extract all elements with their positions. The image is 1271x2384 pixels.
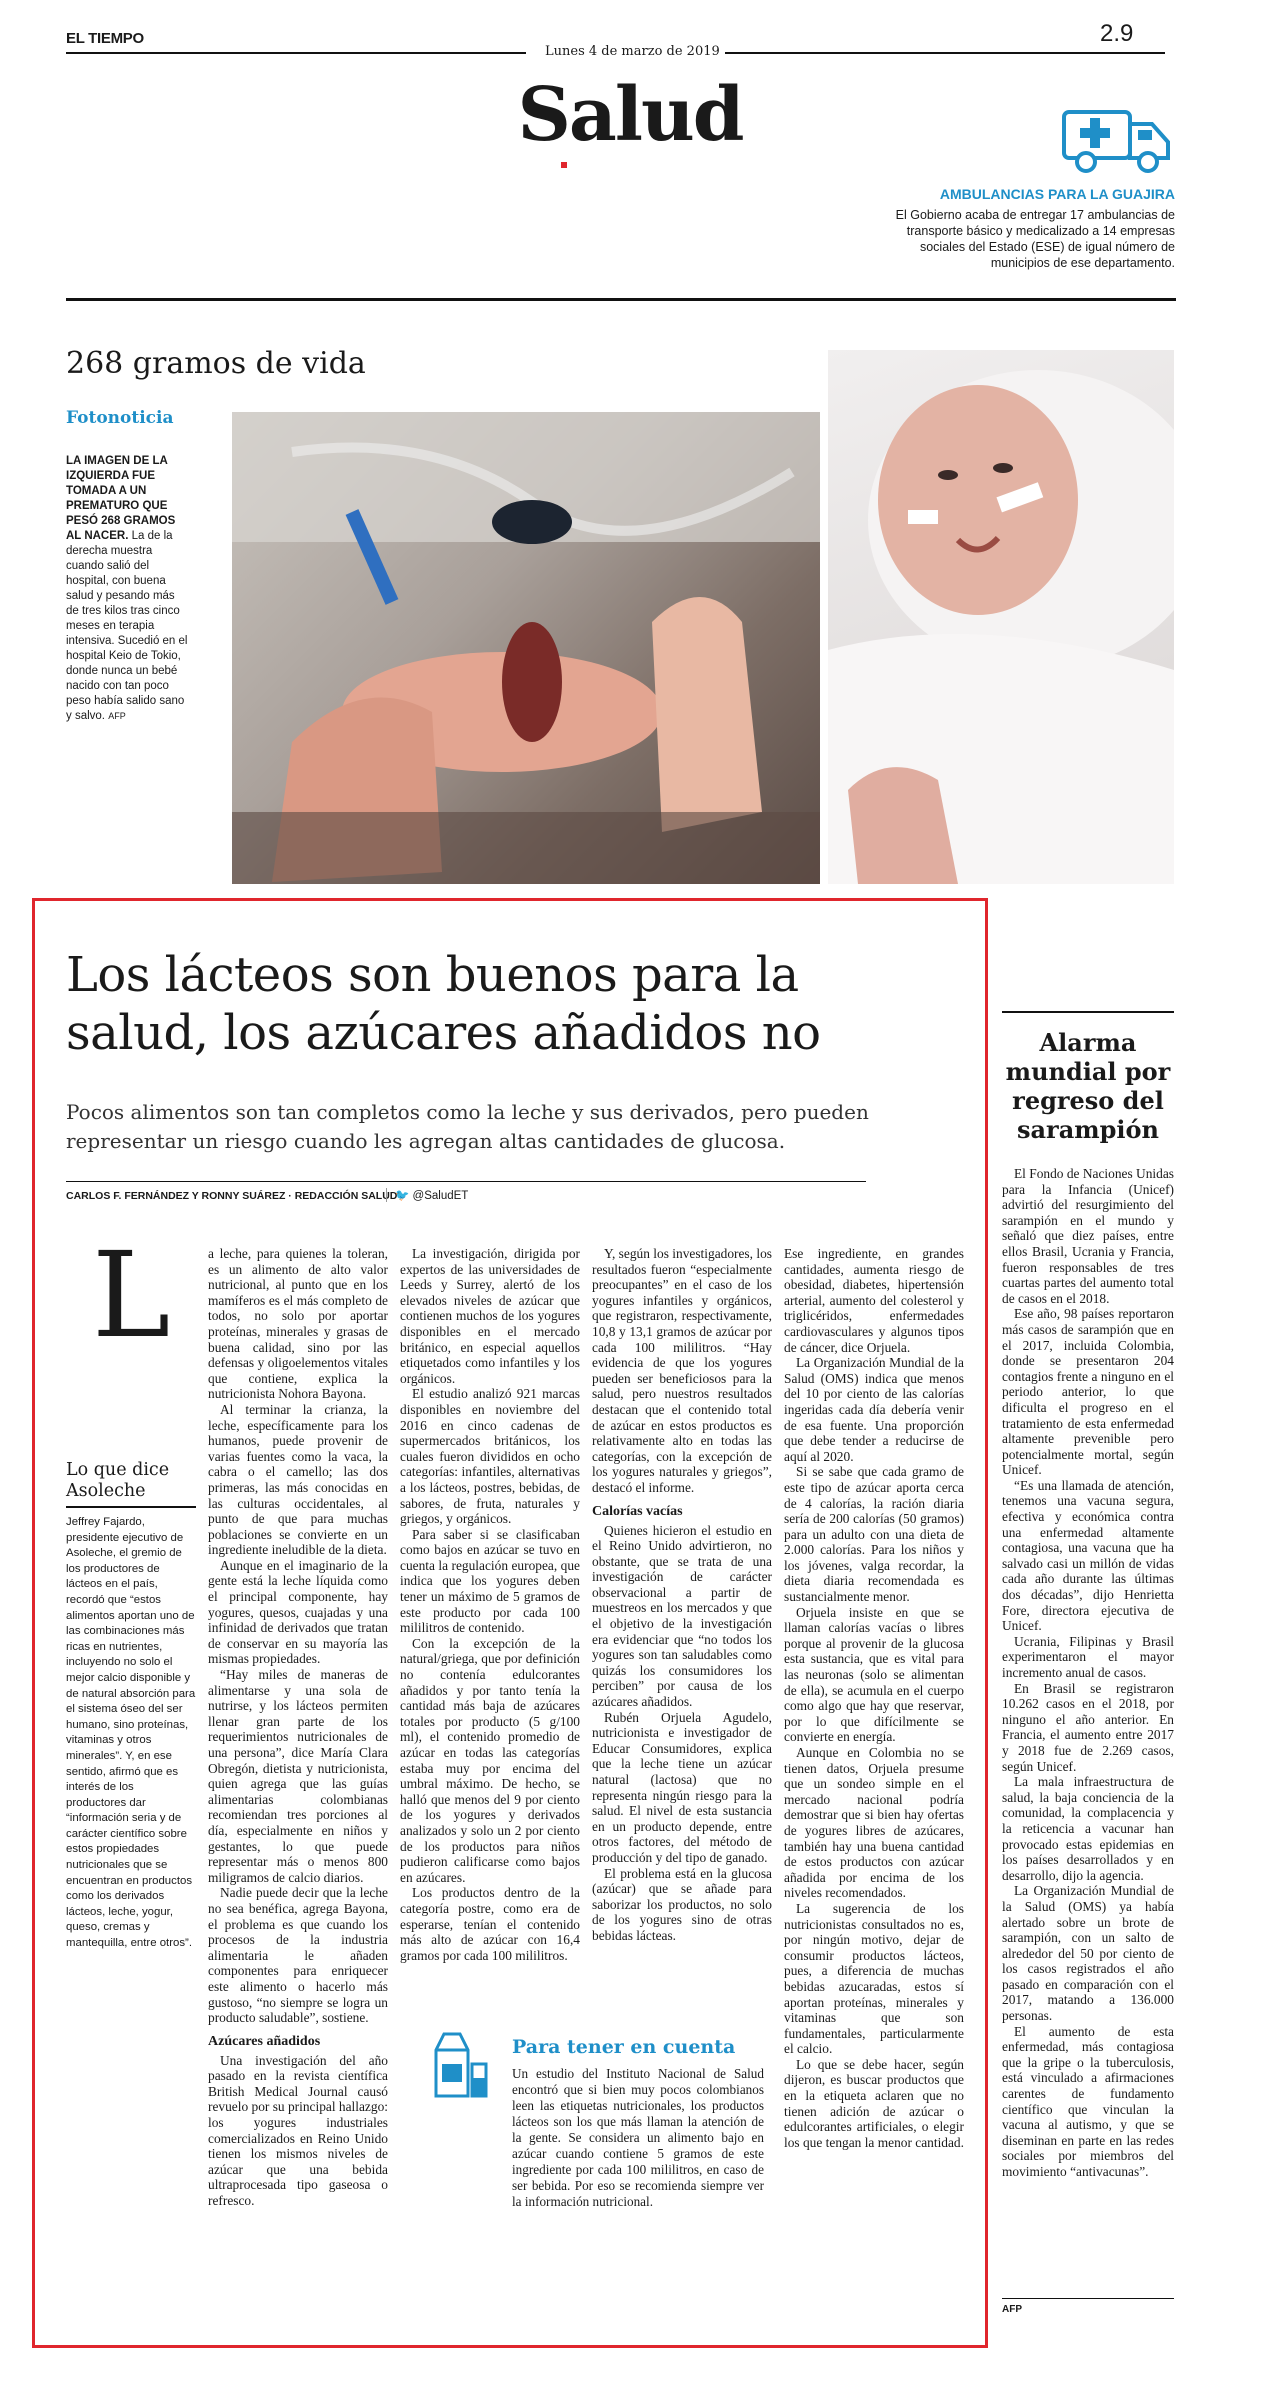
col3-paragraph: Quienes hicieron el estudio en el Reino Unido advirtieron, no obstante, que se trata de una investigación de carácter observacional a partir de muestreos en los mercados y que el objetivo de la investigación era evidenciar que “no todos los yogures son tan saludables como quizás los consumidores los perciben” por causa de los azúcares añadidos. bbox=[592, 1522, 772, 1710]
side-paragraph: Ucrania, Filipinas y Brasil experimentaron el mayor incremento anual de casos. bbox=[1002, 1633, 1174, 1680]
side-paragraph: “Es una llamada de atención, tenemos una vacuna segura, efectiva y económica contra una enfermedad altamente contagiosa, una vacuna que ha salvado casi un millón de vidas cada año durante las últimas dos décadas”, dijo Henrietta Fore, directora ejecutiva de Unicef. bbox=[1002, 1477, 1174, 1634]
side-article-headline: Alarma mundial por regreso del sarampión bbox=[1005, 1028, 1171, 1144]
col3-paragraph: Y, según los investigadores, los resultados fueron “especialmente preocupantes” en el caso de los yogures infantiles y orgánicos, que registraron, respectivamente, 10,8 y 13,1 gramos de azúcar por cada 100 mililitros. “Hay evidencia de que los yogures pueden ser beneficiosos para la salud, pero nuestros resultados destacan que el contenido total de azúcar en estos productos es relativamente alto en todas las categorías, con la excepción de los yogures naturales y griegos”, destacó el informe. bbox=[592, 1246, 772, 1495]
col4-paragraph: Lo que se debe hacer, según dijeron, es buscar productos que en la etiqueta aclaren que no tienen adición de azúcar o edulcorantes artificiales, o elegir los que tengan la menor cantidad. bbox=[784, 2056, 964, 2150]
twitter-bird-icon: 🐦 bbox=[395, 1190, 410, 1202]
col2-paragraph: Con la excepción de la natural/griega, que por definición no contenía edulcorantes añadidos y por tanto tenía la cantidad más baja de azúcares totales por producto (5 g/100 ml), el contenido promedio de azúcar en todas las categorías estaba muy por encima del umbral máximo. De hecho, se halló que menos del 9 por ciento de los yogures y derivados analizados y solo un 2 por ciento de los productos para niños pudieron calificarse como bajos en azúcares. bbox=[400, 1635, 580, 1885]
col1-paragraph: Nadie puede decir que la leche no sea benéfica, agrega Bayona, el problema es que cuando los procesos de la industria alimentaria le añaden componentes para enriquecer este alimento o hacerlo más gustoso, “no siempre se logra un producto saludable”, sostiene. bbox=[208, 1885, 388, 2026]
byline: CARLOS F. FERNÁNDEZ Y RONNY SUÁREZ · REDACCIÓN SALUD bbox=[66, 1190, 398, 1202]
twitter-handle[interactable] bbox=[386, 1188, 468, 1202]
info-box-title: Para tener en cuenta bbox=[512, 2036, 736, 2058]
byline-rule-top bbox=[66, 1181, 866, 1182]
side-article-rule-bottom bbox=[1002, 2298, 1174, 2299]
col4-paragraph: La sugerencia de los nutricionistas consultados no es, por ningún motivo, dejar de consumir productos lácteos, pues, a diferencia de muchas bebidas azucaradas, estos sí aportan proteínas, minerales y vitaminas que son fundamentales, particularmente el calcio. bbox=[784, 1900, 964, 2057]
photo-caption-text: La de la derecha muestra cuando salió del hospital, con buena salud y pesando más de tres kilos tras cinco meses en terapia intensiva. Sucedió en el hospital Keio de Tokio, donde nunca un bebé nacido con tan poco peso había salido sano y salvo. bbox=[66, 530, 188, 722]
col1-paragraph: Una investigación del año pasado en la revista científica British Medical Journal causó revuelo por su principal hallazgo: los yogures industriales comercializados en Reino Unido tienen los mismos niveles de azúcar que una bebida ultraprocesada tipo gaseosa o refresco. bbox=[208, 2052, 388, 2209]
section-title: Salud bbox=[517, 72, 743, 158]
side-article-credit: AFP bbox=[1002, 2304, 1022, 2315]
col3-paragraph: Rubén Orjuela Agudelo, nutricionista e investigador de Educar Consumidores, explica que la leche tiene un azúcar natural (lactosa) que no representa ningún riesgo para la salud. El nivel de esta sustancia en un producto depende, entre otros factores, del método de producción y del tipo de ganado. bbox=[592, 1709, 772, 1865]
photo-caption-bold: LA IMAGEN DE LA IZQUIERDA FUE TOMADA A UN PREMATURO QUE PESÓ 268 GRAMOS AL NACER. bbox=[66, 455, 176, 542]
asoleche-sidebar-title: Lo que dice Asoleche bbox=[66, 1460, 170, 1501]
main-deck: Pocos alimentos son tan completos como la leche y sus derivados, pero pueden representar un riesgo cuando les agregan altas cantidades de glucosa. bbox=[66, 1100, 869, 1153]
section-dot bbox=[561, 162, 567, 168]
side-paragraph: La Organización Mundial de la Salud (OMS) ya había alertado sobre un brote de sarampión, con un salto de alrededor del 50 por ciento de los casos registrados el año pasado en comparación con el 2017, matando a 136.000 personas. bbox=[1002, 1883, 1174, 2024]
photo-caption-credit: AFP bbox=[108, 711, 126, 721]
milk-carton-icon bbox=[430, 2030, 490, 2100]
masthead-paper-name: EL TIEMPO bbox=[66, 30, 144, 47]
photo-premature-baby bbox=[232, 412, 820, 884]
col4-paragraph: Aunque en Colombia no se tienen datos, Orjuela presume que un sondeo simple en el mercado nacional podría demostrar que si bien hay ofertas de yogures libres de azúcares, también hay una buena cantidad de estos productos con azúcar añadida por encima de los niveles recomendados. bbox=[784, 1745, 964, 1901]
side-paragraph: En Brasil se registraron 10.262 casos en el 2018, por ninguno el año anterior. En Francia, el aumento entre 2017 y 2018 fue de 2.269 casos, según Unicef. bbox=[1002, 1680, 1174, 1774]
drop-cap: L bbox=[92, 1226, 171, 1364]
info-box bbox=[400, 2030, 772, 2330]
col2-paragraph: Para saber si se clasificaban como bajos en azúcar se tuvo en cuenta la regulación europea, que indica que los yogures deben tener un máximo de 5 gramos de este producto por cada 100 mililitros de contenido. bbox=[400, 1526, 580, 1636]
article-column-1 bbox=[208, 1246, 388, 2331]
side-paragraph: El Fondo de Naciones Unidas para la Infancia (Unicef) advirtió del resurgimiento del sarampión en el mundo y señaló que diez países, entre ellos Brasil, Ucrania y Francia, fueron responsables de tres cuartas partes del aumento total de casos en el 2018. bbox=[1002, 1166, 1174, 1306]
page-number: 2.9 bbox=[1100, 20, 1134, 47]
photo-feature-kicker: Fotonoticia bbox=[66, 408, 174, 428]
col4-paragraph: Orjuela insiste en que se llaman calorías vacías o libres porque al provenir de la glucosa esta sustancia, que es vital para las neuronas (solo se alimentan de ella), se acumula en el cuerpo como algo que hay que reservar, por lo que difícilmente se convierte en energía. bbox=[784, 1604, 964, 1745]
masthead-rule-right bbox=[725, 52, 1165, 54]
ambulance-icon bbox=[1060, 104, 1174, 176]
ambulance-brief-title: AMBULANCIAS PARA LA GUAJIRA bbox=[939, 186, 1175, 202]
main-headline: Los lácteos son buenos para la salud, los azúcares añadidos no bbox=[66, 947, 821, 1061]
photo-caption bbox=[66, 454, 190, 724]
asoleche-sidebar-text: Jeffrey Fajardo, presidente ejecutivo de Asoleche, el gremio de los productores de lácteos en el país, recordó que “estos alimentos aportan uno de las combinaciones más ricas en nutrientes, incluyendo no solo el mejor calcio disponible y de natural absorción para el sistema óseo del ser humano, sino proteínas, vitaminas y otros minerales”. Y, en ese sentido, afirmó que es interés de los productores dar “información seria y de carácter científico sobre estos propiedades nutricionales que se encuentran en productos como los derivados lácteos, leche, yogur, queso, cremas y mantequilla, entre otros”. bbox=[66, 1516, 196, 1950]
asoleche-sidebar-rule bbox=[66, 1506, 196, 1508]
col1-paragraph: a leche, para quienes la toleran, es un alimento de alto valor nutricional, al punto que en los mamíferos es el más completo de todos, no solo por aportar proteínas, minerales y grasas de buena calidad, sino por las defensas y oligoelementos vitales que contiene, explica la nutricionista Nohora Bayona. bbox=[208, 1246, 388, 1402]
masthead-date: Lunes 4 de marzo de 2019 bbox=[545, 44, 720, 59]
header-bottom-rule bbox=[66, 298, 1176, 301]
subhead-azucares: Azúcares añadidos bbox=[208, 2033, 321, 2049]
col2-paragraph: La investigación, dirigida por expertos de las universidades de Leeds y Surrey, alertó de los elevados niveles de azúcar que contienen muchos de los yogures disponibles en el mercado británico, en especial aquellos etiquetados como infantiles y los orgánicos. bbox=[400, 1246, 580, 1386]
col4-paragraph: Ese ingrediente, en grandes cantidades, aumenta riesgo de obesidad, diabetes, hipertensión arterial, aumento del colesterol y triglicéridos, enfermedades cardiovasculares y algunos tipos de cáncer, dice Orjuela. bbox=[784, 1246, 964, 1355]
col1-paragraph: “Hay miles de maneras de alimentarse y una sola de nutrirse, y los lácteos permiten llenar gran parte de los requerimientos nutricionales de una persona”, dice María Clara Obregón, dietista y nutricionista, quien agrega que las guías alimentarias colombianas recomiendan tres porciones al día, especialmente en niños y gestantes, lo que puede representar más o menos 800 miligramos de calcio diarios. bbox=[208, 1667, 388, 1885]
article-column-3 bbox=[592, 1246, 772, 2006]
subhead-calorias: Calorías vacías bbox=[592, 1503, 683, 1519]
twitter-handle-text: @SaludET bbox=[412, 1190, 469, 1202]
col2-paragraph: Los productos dentro de la categoría postre, como era de esperarse, tenían el contenido más alto de azúcar con 16,4 gramos por cada 100 mililitros. bbox=[400, 1885, 580, 1963]
side-paragraph: Ese año, 98 países reportaron más casos de sarampión que en el 2017, incluida Colombia, donde se presentaron 204 contagios frente a ninguno en el periodo anterior, lo que dificulta el progreso en el tratamiento de esta enfermedad altamente prevenible pero potencialmente mortal, según Unicef. bbox=[1002, 1306, 1174, 1478]
col1-paragraph: Al terminar la crianza, la leche, específicamente para los humanos, puede provenir de varias fuentes como la vaca, la cabra o el camello; las dos primeras, las más conocidas en las culturas occidentales, al punto de que para muchas poblaciones se convierte en un ingrediente ineludible de la dieta. bbox=[208, 1401, 388, 1558]
col2-paragraph: El estudio analizó 921 marcas disponibles en noviembre del 2016 en cinco cadenas de supermercados británicos, los cuales fueron divididos en ocho categorías: infantiles, alternativas a los lácteos, postres, bebidas, de sabores, de fruta, naturales y griegos, y orgánicos. bbox=[400, 1386, 580, 1527]
photo-healthy-baby bbox=[828, 350, 1174, 884]
photo-feature-headline: 268 gramos de vida bbox=[66, 346, 366, 381]
info-box-body bbox=[512, 2066, 764, 2210]
col3-paragraph: El problema está en la glucosa (azúcar) que se añade para saborizar los productos, no solo de los yogures sino de otras bebidas lácteas. bbox=[592, 1865, 772, 1943]
side-article-rule-top bbox=[1002, 1011, 1174, 1013]
side-article-body bbox=[1002, 1166, 1174, 2286]
ambulance-brief-text: El Gobierno acaba de entregar 17 ambulancias de transporte básico y medicalizado a 14 empresas sociales del Estado (ESE) de igual número de municipios de ese departamento. bbox=[895, 208, 1175, 270]
col1-paragraph: Aunque en el imaginario de la gente está la leche líquida como el principal componente, hay yogures, quesos, cuajadas y una infinidad de derivados que tratan de conservar en su mayoría las mismas propiedades. bbox=[208, 1557, 388, 1667]
masthead-rule-left bbox=[66, 52, 526, 54]
article-column-2 bbox=[400, 1246, 580, 2006]
side-paragraph: El aumento de esta enfermedad, más contagiosa que la gripe o la tuberculosis, está vinculado a afirmaciones carentes de fundamento científico que vinculan la vacuna al autismo, y que se diseminan en parte en las redes sociales por miembros del movimiento “antivacunas”. bbox=[1002, 2023, 1174, 2179]
info-box-text: Un estudio del Instituto Nacional de Salud encontró que si bien muy pocos colombianos leen las etiquetas nutricionales, los productos lácteos son los que más llaman la atención de la gente. Se considera un alimento bajo en azúcar cuando contiene 5 gramos de este ingrediente por cada 100 mililitros, en caso de ser bebida. Por eso se recomienda siempre ver la información nutricional. bbox=[512, 2066, 764, 2209]
article-column-4 bbox=[784, 1246, 964, 2331]
col4-paragraph: La Organización Mundial de la Salud (OMS) indica que menos del 10 por ciento de las calorías ingeridas cada día debería venir de esa fuente. Una proporción que debe tender a reducirse de aquí al 2020. bbox=[784, 1355, 964, 1464]
col4-paragraph: Si se sabe que cada gramo de este tipo de azúcar aporta cerca de 4 calorías, la ración diaria sería de 200 calorías (50 gramos) para un adulto con una dieta de 2.000 calorías. Para los niños y los jóvenes, valga recordar, la dieta diaria recomendada es sustancialmente menor. bbox=[784, 1464, 964, 1605]
side-paragraph: La mala infraestructura de salud, la baja conciencia de la comunidad, la complacencia y la reticencia a vacunar han provocado estas epidemias en los países desarrollados y en desarrollo, dijo la agencia. bbox=[1002, 1774, 1174, 1883]
